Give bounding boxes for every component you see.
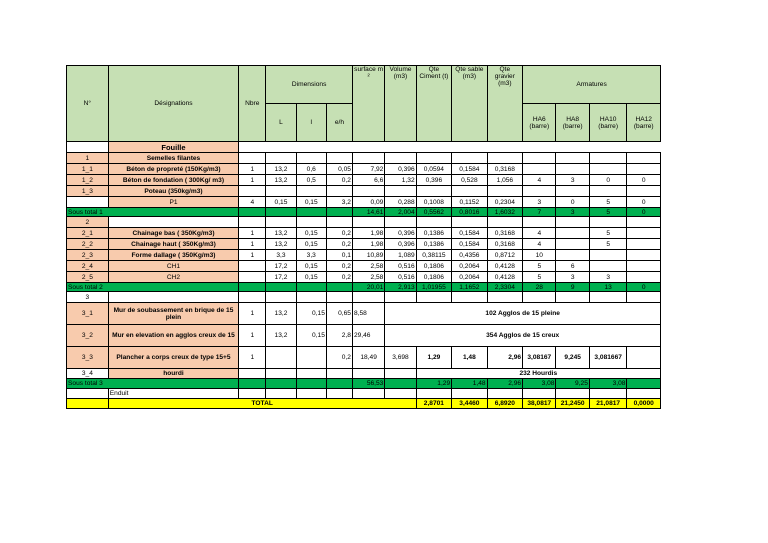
cell-grav: 0,2304	[487, 197, 522, 208]
cell-nbre	[239, 153, 266, 164]
cell-ha6: 4	[523, 175, 556, 186]
header-armatures: Armatures	[523, 66, 661, 104]
cell-ha12	[627, 164, 661, 175]
cell-surf: 6,6	[352, 175, 384, 186]
cell-ha6	[523, 164, 556, 175]
table-row	[67, 164, 661, 175]
cell-ha10	[589, 261, 627, 272]
cell-vol	[385, 217, 416, 228]
cell-cim	[416, 186, 451, 197]
table-row	[67, 175, 661, 186]
cell-eh: 0,2	[326, 239, 352, 250]
cell-grav	[487, 217, 522, 228]
cell-l: 0,6	[296, 164, 326, 175]
cell-sab	[452, 153, 487, 164]
enduit-row: Enduit	[67, 389, 661, 399]
cell-grav	[487, 186, 522, 197]
subtotal-row-2: Sous total 2 20,01 2,913 1,01955 1,1652 2,3304 28 9 13 0	[67, 283, 661, 292]
cell-ha6: 5	[523, 261, 556, 272]
cell-vol: 1,32	[385, 175, 416, 186]
cell-sab: 0,1584	[452, 164, 487, 175]
cell-ha12	[627, 217, 661, 228]
section-2-rows	[67, 217, 661, 283]
header-nbre: Nbre	[239, 66, 266, 142]
subtotal-row-3: Sous total 3 56,53 1,29 1,48 2,96 3,08 9,25 3,08	[67, 379, 661, 389]
cell-surf: 10,89	[352, 250, 384, 261]
cell-ha10	[589, 164, 627, 175]
cell-des	[108, 217, 238, 228]
cell-ha8: 0	[556, 197, 589, 208]
cell-sab: 0,1584	[452, 239, 487, 250]
cell-ha8: 3	[556, 272, 589, 283]
cell-eh	[326, 217, 352, 228]
cell-des: Chainage bas ( 350Kg/m3)	[108, 228, 238, 239]
cell-nbre: 1	[239, 228, 266, 239]
header-dimensions: Dimensions	[266, 66, 353, 104]
cell-ha12: 0	[627, 197, 661, 208]
header-ha8: HA8 (barre)	[556, 104, 589, 142]
cell-cim: 0,1806	[416, 261, 451, 272]
cell-ha6: 4	[523, 239, 556, 250]
cell-des: P1	[108, 197, 238, 208]
cell-vol: 1,089	[385, 250, 416, 261]
cell-ha12	[627, 186, 661, 197]
header-surface: surface m ²	[352, 66, 384, 142]
table-row	[67, 197, 661, 208]
cell-nbre	[239, 186, 266, 197]
cell-ha10	[589, 186, 627, 197]
cell-cim: 0,396	[416, 175, 451, 186]
cell-ha10: 5	[589, 228, 627, 239]
cell-nbre	[239, 217, 266, 228]
table-row	[67, 217, 661, 228]
cell-cim: 0,1806	[416, 272, 451, 283]
table-row	[67, 228, 661, 239]
cell-nbre: 1	[239, 164, 266, 175]
row-3_2: 3_2 Mur en elevation en agglos creux de 15 1 13,2 0,15 2,8 29,46 354 Agglos de 15 creux	[67, 325, 661, 347]
row-3_4: 3_4 hourdi 232 Hourdis	[67, 369, 661, 379]
cell-eh: 0,2	[326, 228, 352, 239]
section-1-rows	[67, 153, 661, 208]
cell-ha8	[556, 228, 589, 239]
cell-eh: 0,2	[326, 272, 352, 283]
header-ciment: Qte Ciment (t)	[416, 66, 451, 142]
cell-eh: 0,2	[326, 175, 352, 186]
cell-des: Chainage haut ( 350Kg/m3)	[108, 239, 238, 250]
cell-ha10: 5	[589, 239, 627, 250]
cell-ha6	[523, 186, 556, 197]
cell-L	[266, 153, 296, 164]
cell-vol: 0,396	[385, 164, 416, 175]
cell-des: CH2	[108, 272, 238, 283]
cell-surf: 1,98	[352, 239, 384, 250]
cell-vol	[385, 186, 416, 197]
cell-no: 2_2	[67, 239, 109, 250]
cell-eh: 0,05	[326, 164, 352, 175]
cell-surf: 2,58	[352, 261, 384, 272]
section-fouille: Fouille	[108, 142, 238, 153]
header-dim-l: l	[296, 104, 326, 142]
cell-ha6	[523, 153, 556, 164]
cell-nbre: 1	[239, 250, 266, 261]
header-gravier: Qte gravier (m3)	[487, 66, 522, 142]
subtotal-row-1: Sous total 1 14,61 2,004 0,5562 0,8016 1,6032 7 3 5 0	[67, 208, 661, 217]
cell-no: 2_3	[67, 250, 109, 261]
cell-no: 2_5	[67, 272, 109, 283]
header-dim-L: L	[266, 104, 296, 142]
header-designations: Désignations	[108, 66, 238, 142]
table-row	[67, 261, 661, 272]
cell-ha8	[556, 239, 589, 250]
cell-ha10	[589, 217, 627, 228]
cell-vol: 0,516	[385, 261, 416, 272]
cell-surf: 2,58	[352, 272, 384, 283]
cell-des: Poteau (350kg/m3)	[108, 186, 238, 197]
table-row	[67, 186, 661, 197]
cell-surf	[352, 217, 384, 228]
cell-ha12	[627, 239, 661, 250]
cell-ha8: 3	[556, 175, 589, 186]
cell-nbre	[239, 272, 266, 283]
cell-surf	[352, 186, 384, 197]
cell-l	[296, 186, 326, 197]
cell-sab	[452, 217, 487, 228]
table-row	[67, 239, 661, 250]
cell-eh: 0,2	[326, 261, 352, 272]
cell-l	[296, 217, 326, 228]
cell-cim	[416, 153, 451, 164]
cell-grav	[487, 153, 522, 164]
cell-no: 2_1	[67, 228, 109, 239]
cell-des: CH1	[108, 261, 238, 272]
cell-cim	[416, 217, 451, 228]
cell-cim: 0,38115	[416, 250, 451, 261]
cell-L	[266, 186, 296, 197]
cell-des: Forme dallage ( 350Kg/m3)	[108, 250, 238, 261]
cell-sab: 0,2064	[452, 272, 487, 283]
cell-nbre: 1	[239, 239, 266, 250]
cell-L: 13,2	[266, 164, 296, 175]
cell-surf: 0,09	[352, 197, 384, 208]
cell-l: 0,15	[296, 228, 326, 239]
cell-vol: 0,396	[385, 228, 416, 239]
cell-grav: 0,3168	[487, 228, 522, 239]
cell-ha10: 0	[589, 175, 627, 186]
cell-l: 0,15	[296, 272, 326, 283]
cell-ha10	[589, 153, 627, 164]
cell-vol: 0,396	[385, 239, 416, 250]
cell-eh: 3,2	[326, 197, 352, 208]
cell-des: Béton de propreté (150Kg/m3)	[108, 164, 238, 175]
cell-ha10	[589, 250, 627, 261]
cell-L: 17,2	[266, 272, 296, 283]
cell-no: 1_3	[67, 186, 109, 197]
cell-grav: 0,3168	[487, 164, 522, 175]
cell-sab: 0,528	[452, 175, 487, 186]
cell-l: 3,3	[296, 250, 326, 261]
cell-ha6: 3	[523, 197, 556, 208]
cell-L: 0,15	[266, 197, 296, 208]
cell-surf: 1,98	[352, 228, 384, 239]
cell-l	[296, 153, 326, 164]
cell-l: 0,5	[296, 175, 326, 186]
cell-nbre: 1	[239, 175, 266, 186]
cell-L: 17,2	[266, 261, 296, 272]
cell-L: 13,2	[266, 228, 296, 239]
cell-cim: 0,1008	[416, 197, 451, 208]
cell-surf: 7,92	[352, 164, 384, 175]
cell-ha8: 6	[556, 261, 589, 272]
header-no: N°	[67, 66, 109, 142]
cell-ha8	[556, 153, 589, 164]
cell-l: 0,15	[296, 261, 326, 272]
cell-ha6: 5	[523, 272, 556, 283]
cell-no: 1	[67, 153, 109, 164]
cell-l: 0,15	[296, 197, 326, 208]
cell-L: 3,3	[266, 250, 296, 261]
cell-no	[67, 197, 109, 208]
cell-grav: 0,4128	[487, 272, 522, 283]
cell-vol	[385, 153, 416, 164]
cell-L	[266, 217, 296, 228]
cell-sab: 0,2064	[452, 261, 487, 272]
cell-eh: 0,1	[326, 250, 352, 261]
cell-ha10: 3	[589, 272, 627, 283]
row-3_1: 3_1 Mur de soubassement en brique de 15 plein 1 13,2 0,15 0,65 8,58 102 Agglos de 15 pleine	[67, 303, 661, 325]
cell-grav: 0,8712	[487, 250, 522, 261]
cell-ha8	[556, 250, 589, 261]
cell-ha12: 0	[627, 175, 661, 186]
cell-cim: 0,1386	[416, 228, 451, 239]
cell-L: 13,2	[266, 175, 296, 186]
cell-ha8	[556, 164, 589, 175]
table-row	[67, 272, 661, 283]
cell-no: 2	[67, 217, 109, 228]
section-3-row: 3	[67, 292, 661, 303]
header-sable: Qte sable (m3)	[452, 66, 487, 142]
cell-ha12	[627, 153, 661, 164]
cell-des: Semelles filantes	[108, 153, 238, 164]
header-ha10: HA10 (barre)	[589, 104, 627, 142]
cell-no: 2_4	[67, 261, 109, 272]
cell-sab	[452, 186, 487, 197]
header-ha12: HA12 (barre)	[627, 104, 661, 142]
cell-ha6: 10	[523, 250, 556, 261]
cell-sab: 0,4356	[452, 250, 487, 261]
cell-ha6: 4	[523, 228, 556, 239]
cell-ha8	[556, 217, 589, 228]
cell-grav: 0,3168	[487, 239, 522, 250]
cell-sab: 0,1152	[452, 197, 487, 208]
cell-grav: 1,056	[487, 175, 522, 186]
cell-eh	[326, 153, 352, 164]
cell-ha12	[627, 250, 661, 261]
cell-no: 1_1	[67, 164, 109, 175]
cell-des: Béton de fondation ( 300Kg/ m3)	[108, 175, 238, 186]
cell-vol: 0,288	[385, 197, 416, 208]
cell-grav: 0,4128	[487, 261, 522, 272]
table-row	[67, 153, 661, 164]
table-row	[67, 250, 661, 261]
cell-sab: 0,1584	[452, 228, 487, 239]
cell-ha6	[523, 217, 556, 228]
cell-cim: 0,0594	[416, 164, 451, 175]
cell-ha12	[627, 228, 661, 239]
cell-nbre	[239, 261, 266, 272]
cell-ha12	[627, 272, 661, 283]
cell-L: 13,2	[266, 239, 296, 250]
cell-ha10: 5	[589, 197, 627, 208]
total-row: TOTAL 2,8701 3,4460 6,8920 38,0817 21,2450 21,0817 0,0000	[67, 399, 661, 409]
header-volume: Volume (m3)	[385, 66, 416, 142]
header-ha6: HA6 (barre)	[523, 104, 556, 142]
quantity-table	[66, 65, 661, 409]
cell-nbre: 4	[239, 197, 266, 208]
row-3_3: 3_3 Plancher a corps creux de type 15+5 1 0,2 18,49 3,698 1,29 1,48 2,96 3,08167 9,245 3,081667	[67, 347, 661, 369]
cell-cim: 0,1386	[416, 239, 451, 250]
cell-eh	[326, 186, 352, 197]
cell-l: 0,15	[296, 239, 326, 250]
cell-surf	[352, 153, 384, 164]
cell-ha12	[627, 261, 661, 272]
cell-ha8	[556, 186, 589, 197]
header-dim-eh: e/h	[326, 104, 352, 142]
cell-no: 1_2	[67, 175, 109, 186]
cell-vol: 0,516	[385, 272, 416, 283]
